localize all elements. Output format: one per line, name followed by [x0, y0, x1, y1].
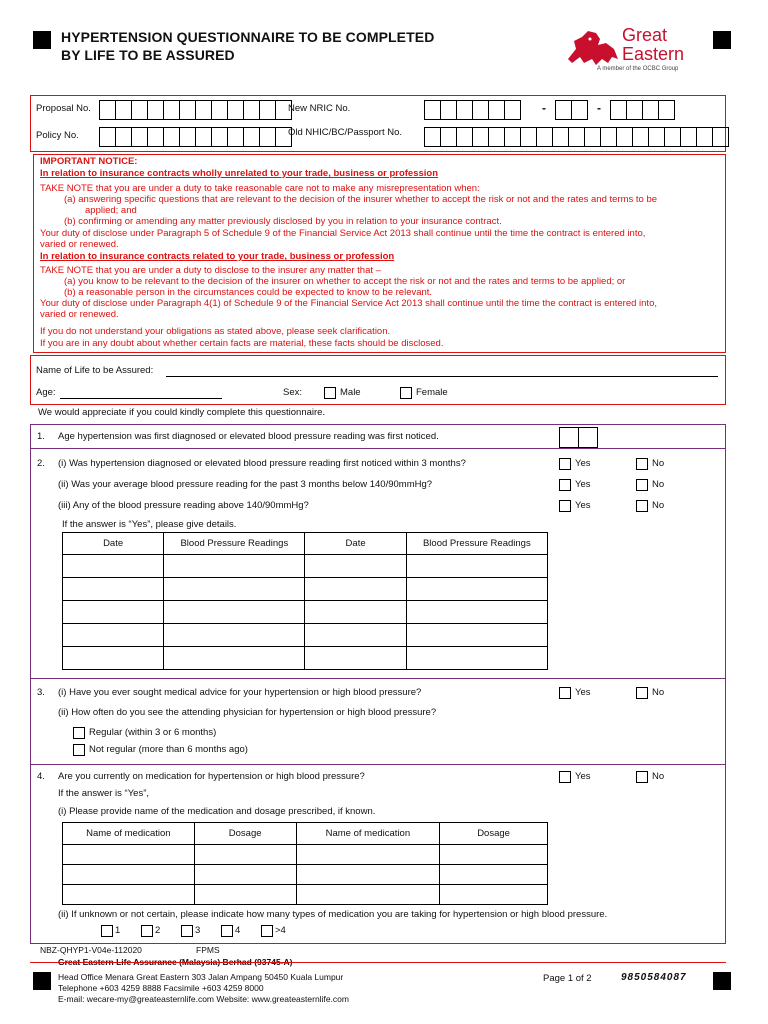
- table-row: [63, 601, 548, 624]
- notice-text: Your duty of disclose under Paragraph 5 of Schedule 9 of the Financial Service Act 2013 shall continue until the time the contract is entered into,: [40, 228, 646, 239]
- male-checkbox[interactable]: [324, 387, 336, 399]
- table-row: [63, 555, 548, 578]
- new-nric-field-part3[interactable]: [610, 100, 674, 120]
- q2-ii-yes-checkbox[interactable]: [559, 479, 571, 491]
- old-nric-label: Old NHIC/BC/Passport No.: [288, 127, 403, 138]
- yes-label: Yes: [575, 458, 591, 469]
- male-label: Male: [340, 387, 361, 398]
- count-2-label: 2: [155, 925, 161, 936]
- great-eastern-logo: [564, 26, 709, 78]
- question-4-i-text: (i) Please provide name of the medication and dosage prescribed, if known.: [58, 806, 376, 817]
- page-title: [61, 28, 511, 64]
- count-1-checkbox[interactable]: [101, 925, 113, 937]
- details-instruction: If the answer is “Yes”, please give details.: [62, 519, 237, 530]
- yes-label: Yes: [575, 479, 591, 490]
- logo-tagline: A member of the OCBC Group: [597, 66, 679, 72]
- page-number: Page 1 of 2: [543, 973, 592, 984]
- intro-text: We would appreciate if you could kindly complete this questionnaire.: [38, 407, 326, 418]
- notice-text: (a) you know to be relevant to the decision of the insurer on whether to accept the risk or not and the rates and terms to be applied; or: [64, 276, 626, 287]
- nric-dash-2: -: [597, 101, 601, 115]
- no-label: No: [652, 500, 665, 511]
- q2-iii-yes-checkbox[interactable]: [559, 500, 571, 512]
- table-header-date: Date: [305, 533, 406, 555]
- table-row: [63, 647, 548, 670]
- no-label: No: [652, 458, 665, 469]
- company-email: E-mail: wecare-my@greateasternlife.com Website: www.greateasternlife.com: [58, 994, 349, 1004]
- question-1-age-field[interactable]: [559, 427, 597, 448]
- divider: [30, 448, 725, 449]
- count-3-label: 3: [195, 925, 201, 936]
- no-label: No: [652, 687, 665, 698]
- question-2-iii-text: (iii) Any of the blood pressure reading above 140/90mmHg?: [58, 500, 309, 511]
- registration-mark-bottom-left: [33, 972, 51, 990]
- count-3-checkbox[interactable]: [181, 925, 193, 937]
- policy-number-label: Policy No.: [36, 130, 79, 141]
- yes-label: Yes: [575, 500, 591, 511]
- new-nric-label: New NRIC No.: [288, 103, 351, 114]
- question-1-number: 1.: [37, 431, 45, 442]
- name-input-line[interactable]: [166, 376, 718, 377]
- registration-mark-bottom-right: [713, 972, 731, 990]
- fpms-code: FPMS: [196, 945, 220, 955]
- nric-dash-1: -: [542, 101, 546, 115]
- company-telephone: Telephone +603 4259 8888 Facsimile +603 4259 8000: [58, 983, 264, 993]
- q3-i-yes-checkbox[interactable]: [559, 687, 571, 699]
- question-4-ii-text: (ii) If unknown or not certain, please indicate how many types of medication you are taking for hypertension or high blood pressure.: [58, 909, 608, 920]
- count-4-checkbox[interactable]: [221, 925, 233, 937]
- question-4-number: 4.: [37, 771, 45, 782]
- count-more-than-4-label: >4: [275, 925, 286, 936]
- if-yes-text: If the answer is “Yes”,: [58, 788, 149, 799]
- question-1-text: Age hypertension was first diagnosed or elevated blood pressure reading was first noticed.: [58, 431, 439, 442]
- yes-label: Yes: [575, 687, 591, 698]
- count-4-label: 4: [235, 925, 241, 936]
- new-nric-field-part2[interactable]: [555, 100, 587, 120]
- no-label: No: [652, 479, 665, 490]
- divider: [30, 678, 725, 679]
- not-regular-checkbox[interactable]: [73, 744, 85, 756]
- q4-yes-checkbox[interactable]: [559, 771, 571, 783]
- question-4-text: Are you currently on medication for hypertension or high blood pressure?: [58, 771, 365, 782]
- table-row: [63, 885, 548, 905]
- notice-text: (b) confirming or amending any matter previously disclosed by you in relation to your insurance contract.: [64, 216, 502, 227]
- notice-text: If you are in any doubt about whether certain facts are material, these facts should be disclosed.: [40, 338, 444, 349]
- new-nric-field-part1[interactable]: [424, 100, 520, 120]
- form-code: NBZ-QHYP1-V04e-112020: [40, 945, 142, 955]
- q2-i-no-checkbox[interactable]: [636, 458, 648, 470]
- age-label: Age:: [36, 387, 56, 398]
- table-header-medication: Name of medication: [63, 823, 195, 845]
- notice-text: varied or renewed.: [40, 239, 119, 250]
- table-header-date: Date: [63, 533, 164, 555]
- question-2-i-text: (i) Was hypertension diagnosed or elevated blood pressure reading first noticed within 3 months?: [58, 458, 466, 469]
- document-number: 9850584087: [621, 972, 687, 983]
- q3-i-no-checkbox[interactable]: [636, 687, 648, 699]
- table-header-dosage: Dosage: [194, 823, 296, 845]
- notice-text: If you do not understand your obligations as stated above, please seek clarification.: [40, 326, 391, 337]
- q2-ii-no-checkbox[interactable]: [636, 479, 648, 491]
- table-row: [63, 624, 548, 647]
- blood-pressure-table: [62, 532, 548, 670]
- female-label: Female: [416, 387, 448, 398]
- q2-i-yes-checkbox[interactable]: [559, 458, 571, 470]
- question-3-i-text: (i) Have you ever sought medical advice for your hypertension or high blood pressure?: [58, 687, 422, 698]
- divider: [30, 764, 725, 765]
- regular-option-label: Regular (within 3 or 6 months): [89, 727, 217, 738]
- table-header-bp: Blood Pressure Readings: [164, 533, 305, 555]
- regular-checkbox[interactable]: [73, 727, 85, 739]
- registration-mark-top-right: [713, 31, 731, 49]
- count-1-label: 1: [115, 925, 121, 936]
- footer-divider: [30, 962, 726, 963]
- no-label: No: [652, 771, 665, 782]
- question-3-number: 3.: [37, 687, 45, 698]
- old-nric-field[interactable]: [424, 127, 728, 147]
- table-header-bp: Blood Pressure Readings: [406, 533, 547, 555]
- notice-text: (a) answering specific questions that are relevant to the decision of the insurer whether to accept the risk or not and the rates and terms to be: [64, 194, 658, 205]
- notice-text: TAKE NOTE that you are under a duty to disclose to the insurer any matter that –: [40, 265, 381, 276]
- notice-heading: IMPORTANT NOTICE:: [40, 156, 138, 167]
- table-row: [63, 845, 548, 865]
- question-2-number: 2.: [37, 458, 45, 469]
- company-name: Great Eastern Life Assurance (Malaysia) Berhad (93745-A): [58, 957, 293, 967]
- sex-label: Sex:: [283, 387, 303, 398]
- notice-text: Your duty of disclose under Paragraph 4(1) of Schedule 9 of the Financial Service Act 2013 shall continue until the time the contract is entered into,: [40, 298, 657, 309]
- notice-text: TAKE NOTE that you are under a duty to take reasonable care not to make any misrepresentation when:: [40, 183, 480, 194]
- q2-iii-no-checkbox[interactable]: [636, 500, 648, 512]
- proposal-number-field[interactable]: [99, 100, 291, 120]
- registration-mark-top-left: [33, 31, 51, 49]
- lion-icon: [566, 29, 620, 67]
- question-3-ii-text: (ii) How often do you see the attending physician for hypertension or high blood pressure?: [58, 707, 437, 718]
- notice-text: applied; and: [85, 205, 137, 216]
- logo-wordmark: Great Eastern: [622, 25, 685, 64]
- notice-text: varied or renewed.: [40, 309, 119, 320]
- policy-number-field[interactable]: [99, 127, 291, 147]
- table-row: [63, 578, 548, 601]
- age-input-line[interactable]: [60, 398, 222, 399]
- notice-section1-title: In relation to insurance contracts wholly unrelated to your trade, business or profession: [40, 168, 439, 179]
- question-2-ii-text: (ii) Was your average blood pressure reading for the past 3 months below 140/90mmHg?: [58, 479, 433, 490]
- title-line-2: BY LIFE TO BE ASSURED: [61, 47, 235, 63]
- not-regular-option-label: Not regular (more than 6 months ago): [89, 744, 248, 755]
- notice-section2-title: In relation to insurance contracts related to your trade, business or profession: [40, 251, 395, 262]
- female-checkbox[interactable]: [400, 387, 412, 399]
- q4-no-checkbox[interactable]: [636, 771, 648, 783]
- company-address: Head Office Menara Great Eastern 303 Jalan Ampang 50450 Kuala Lumpur: [58, 972, 344, 982]
- count-2-checkbox[interactable]: [141, 925, 153, 937]
- yes-label: Yes: [575, 771, 591, 782]
- table-header-dosage: Dosage: [440, 823, 548, 845]
- notice-text: (b) a reasonable person in the circumstances could be expected to know to be relevant.: [64, 287, 433, 298]
- table-header-medication: Name of medication: [296, 823, 440, 845]
- medication-table: [62, 822, 548, 905]
- table-row: [63, 865, 548, 885]
- title-line-1: HYPERTENSION QUESTIONNAIRE TO BE COMPLETED: [61, 29, 435, 45]
- proposal-number-label: Proposal No.: [36, 103, 91, 114]
- count-more-than-4-checkbox[interactable]: [261, 925, 273, 937]
- name-label: Name of Life to be Assured:: [36, 365, 154, 376]
